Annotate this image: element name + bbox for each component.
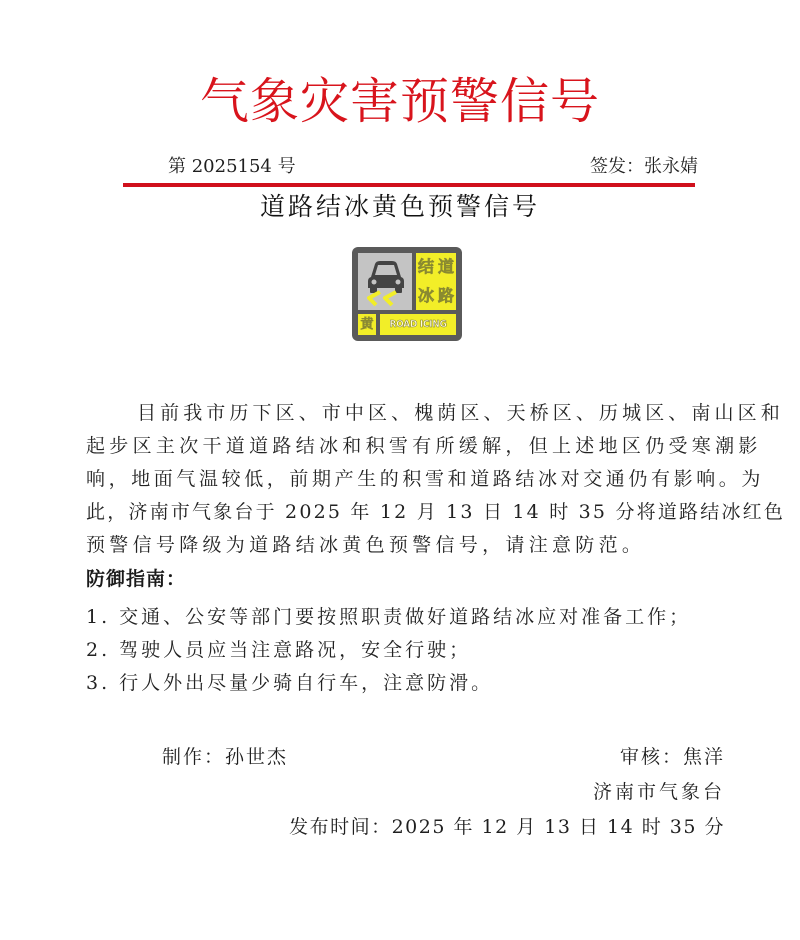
body-line: 响，地面气温较低，前期产生的积雪和道路结冰对交通仍有影响。为 — [86, 468, 765, 490]
badge-char: 冰 — [417, 285, 434, 305]
warning-body — [86, 397, 786, 562]
body-line: 起步区主次干道道路结冰和积雪有所缓解，但上述地区仍受寒潮影 — [86, 435, 762, 457]
defense-guide-list — [86, 601, 691, 700]
body-line: 目前我市历下区、市中区、槐荫区、天桥区、历城区、南山区和 — [137, 402, 784, 424]
badge-char: 道 — [437, 257, 454, 276]
badge-level-label: 黄 — [358, 314, 376, 335]
guide-item: 1. 交通、公安等部门要按照职责做好道路结冰应对准备工作； — [86, 606, 692, 628]
body-line: 预警信号降级为道路结冰黄色预警信号，请注意防范。 — [86, 534, 646, 556]
badge-char: 路 — [437, 285, 454, 305]
badge-english-label: ROAD ICING — [380, 314, 456, 335]
issuing-organization: 济南市气象台 — [592, 781, 725, 803]
body-line: 此，济南市气象台于 2025 年 12 月 13 日 14 时 35 分将道路结冰红色 — [86, 501, 786, 523]
publish-time: 发布时间：2025 年 12 月 13 日 14 时 35 分 — [289, 816, 725, 838]
road-icing-car-icon — [358, 253, 412, 310]
road-icing-yellow-warning-badge — [352, 247, 462, 341]
document-main-title: 气象灾害预警信号 — [199, 73, 600, 130]
defense-guide-heading: 防御指南： — [86, 568, 187, 590]
badge-char: 结 — [417, 257, 434, 276]
document-maker: 制作：孙世杰 — [162, 746, 289, 768]
guide-item: 3. 行人外出尽量少骑自行车，注意防滑。 — [86, 672, 494, 694]
guide-item: 2. 驾驶人员应当注意路况，安全行驶； — [86, 639, 472, 661]
document-signer: 签发：张永婧 — [590, 156, 698, 177]
document-reviewer: 审核：焦洋 — [619, 746, 725, 768]
red-header-divider — [123, 183, 695, 187]
warning-title: 道路结冰黄色预警信号 — [259, 192, 540, 221]
document-number: 第 2025154 号 — [168, 156, 296, 177]
badge-warning-name — [416, 253, 456, 310]
